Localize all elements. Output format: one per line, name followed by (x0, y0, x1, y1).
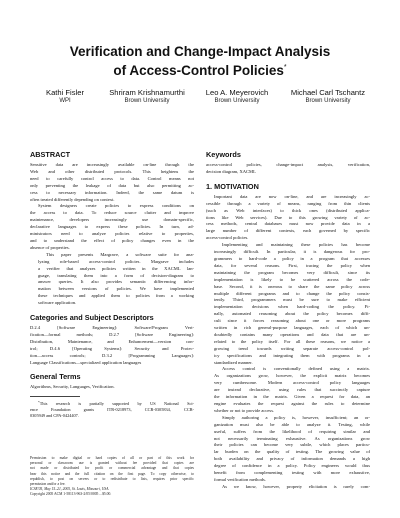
text-line: As organizations grow, however, the explicit matrix becomes (214, 373, 370, 379)
motivation-paragraph-2 (206, 242, 370, 366)
text-line: software application. (38, 300, 77, 306)
text-line: cess to necessary information. Indeed, the same datum is (30, 189, 194, 195)
text-line: permission and/or a fee. (30, 482, 66, 487)
text-line: mation between versions of policies. We have implemented (38, 286, 194, 292)
paper-title-line-2 (30, 60, 370, 79)
text-line: access-control policies, change-impact analysis, verification, (206, 162, 370, 167)
text-line: tently. Third, programmers must be sure to make efficient (214, 297, 370, 303)
text-line: implementation is likely to be scattered across the code- (214, 276, 370, 282)
footnote-rule (30, 396, 80, 397)
text-line: fication—formal methods; D.2.7 [Software Engineering]: (30, 331, 194, 337)
text-line: implementation decisions when hard-coding the policy. Fi- (214, 304, 370, 310)
text-line: trol; D.4.6 [Operating Systems]: Security and Protec- (30, 345, 194, 351)
paper-title-line-1: Verification and Change-Impact Analysis (69, 44, 331, 59)
text-line: maintaining the program becomes very difficult, since its (214, 269, 370, 275)
text-line: personal or classroom use is granted without fee provided that copies are (30, 461, 194, 466)
text-line: very cumbersome. Modern access-control policy languages (214, 380, 370, 386)
author-name: Shriram Krishnamurthi (109, 88, 185, 97)
text-line: (such as Web interfaces) to thick ones (distributed applica- (206, 207, 370, 213)
text-line: This paper presents Margrave, a software suite for ana- (46, 251, 194, 257)
text-line: Access control is conventionally defined using a matrix. (222, 366, 370, 372)
abstract-paragraph-1 (30, 162, 194, 252)
text-line: bear this notice and the full citation on the first page. To copy otherwise, to (30, 471, 194, 476)
keywords-heading: Keywords (206, 150, 241, 159)
author-affiliation: WPI (59, 98, 71, 104)
text-line: doubtedly contains many operations and data that are un- (214, 331, 370, 337)
text-line: Distribution, Maintenance, and Enhancement—version con- (30, 338, 194, 344)
abstract-paragraph-2 (30, 252, 194, 307)
text-line: decision diagram, XACML (206, 168, 256, 174)
text-line: Implementing and maintaining these policies has become (222, 242, 370, 248)
footnote-line-1: This research is partially supported by US National Sci- (39, 401, 194, 407)
author-block (196, 88, 278, 105)
text-line: tion—access controls; D.3.2 [Programming Languages]: (30, 352, 194, 358)
text-line: Sensitive data are increasingly available on-line through the (30, 162, 194, 167)
text-line: maintenance, developers increasingly use domain-specific, (30, 217, 194, 223)
text-line: multiple different programs and to change the policy consis- (214, 290, 370, 296)
text-line: their policies can become very subtle, which places particu- (214, 442, 370, 448)
categories-text (30, 325, 194, 366)
text-line: the information in the matrix. Given a request for data, an (214, 394, 370, 400)
text-line: icy specifications and integrating them with programs in a (214, 352, 370, 358)
text-line: whether or not to provide access. (214, 407, 275, 413)
text-line: written in rich general-purpose languages, each of which un- (214, 325, 370, 331)
text-line: declarative languages to express these policies. In turn, ad- (30, 224, 194, 230)
text-line: standardized manner. (214, 359, 253, 365)
text-line: Permission to make digital or hard copies of all or part of this work for (30, 456, 194, 460)
keywords-text (206, 162, 370, 176)
text-line: Important data are now on-line, and are increasingly ac- (214, 193, 370, 199)
abstract-heading: ABSTRACT (30, 150, 71, 159)
author-affiliation: Brown University (305, 98, 351, 104)
text-line: Simply authoring a policy is, however, insufficient; an or- (222, 414, 370, 420)
text-line: answer queries. It also provides semantic differencing infor- (38, 279, 194, 285)
text-line: formal verification methods. (214, 476, 266, 482)
text-line: cessible through a variety of means, ranging from thin clients (206, 200, 370, 206)
text-line: engine evaluates the request against the rules to determine (214, 401, 370, 406)
author-affiliation: Brown University (124, 98, 170, 104)
motivation-paragraph-5 (206, 484, 370, 491)
text-line: these techniques and applied them to policies from a working (38, 293, 194, 299)
text-line: absence of properties. (30, 244, 70, 250)
general-terms-text (30, 384, 194, 391)
text-line (30, 399, 194, 407)
text-line: grammers to hard-code a policy in a program that accesses (214, 255, 370, 261)
text-line: lyzing role-based access-control policies. Margrave includes (38, 258, 194, 264)
text-line: base. Second, it is onerous to share the same policy across (214, 283, 370, 289)
text-line: guage, translating them into a form of decision-diagram to (38, 272, 194, 278)
author-name: Leo A. Meyerovich (205, 88, 269, 97)
categories-heading: Categories and Subject Descriptors (30, 313, 154, 323)
text-line: republish, to post on servers or to redistribute to lists, requires prior specific (30, 476, 194, 481)
motivation-paragraph-3 (206, 366, 370, 414)
text-line: cult since it forces reasoning about one or more programs (214, 318, 370, 324)
title-footnote-marker: * (283, 64, 287, 71)
text-line: not made or distributed for profit or commercial advantage and that copies (30, 466, 194, 471)
author-affiliation: Brown University (214, 98, 260, 104)
text-line: often treated differently depending on context. (30, 196, 115, 202)
text-line: ganization must also be able to analyze it. Testing, while (214, 421, 370, 427)
right-column (206, 150, 370, 491)
text-line: and to understand the effect of policy changes even in the (30, 237, 194, 243)
text-line: Web and other distributed protocols. This heightens the (30, 168, 194, 174)
author-name: Kathi Fisler (46, 88, 84, 97)
text-line: growing trend towards writing separate access-control pol- (214, 345, 370, 351)
text-line: degree of confidence in a policy. Policy engineers would thus (214, 463, 370, 469)
paper-title-line-2-text: of Access-Control Policies (113, 63, 284, 78)
author-block (103, 88, 191, 105)
text-line: tions like Web services). Due to this growing variety of ac- (206, 214, 370, 220)
text-line: ence Foundation grants ITR-0218973, CCR-0305834, CCR- (30, 407, 194, 413)
text-line: As we know, however, property elicitation is rarely com- (222, 483, 370, 489)
footnote-marker: * (38, 400, 40, 405)
text-line: nally, automated reasoning about the policy becomes diffi- (214, 311, 370, 317)
text-line: D.2.4 [Software Engineering]: Software/Program Veri- (30, 325, 194, 331)
conference-line: ICSE'05, May 15–21, 2005, St. Louis, Missouri, USA. (30, 487, 110, 492)
copyright-line: Copyright 2005 ACM 1-58113-963-2/05/0005 ...$5.00. (30, 492, 112, 497)
text-line: a verifier that analyzes policies written in the XACML lan- (38, 265, 194, 271)
text-line: lar burden on the quality of testing. The growing value of (214, 449, 370, 455)
text-line: access-control policies. (206, 235, 249, 241)
text-line: cess methods, central databases must now provide data in a (206, 221, 370, 227)
text-line: are instead declarative, using rules that succinctly capture (214, 387, 370, 393)
text-line: useful, suffers from the likelihood of requiring similar and (214, 428, 370, 434)
text-line: related to the policy itself. For all these reasons, we notice a (214, 338, 370, 344)
left-column (30, 150, 194, 419)
author-block (30, 88, 100, 105)
permission-notice (30, 456, 194, 498)
text-line: both availability and privacy of information demands a high (214, 456, 370, 462)
text-line: ministrators need to analyze policies relative to properties, (30, 231, 194, 237)
motivation-paragraph-1 (206, 194, 370, 242)
text-line: the access to data. To reduce source clutter and improve (30, 210, 194, 216)
text-line: increasingly difficult. In particular, it is dangerous for pro- (214, 249, 370, 255)
author-name: Michael Carl Tschantz (290, 88, 366, 97)
section-heading-motivation: 1. MOTIVATION (206, 181, 259, 191)
text-line: only preventing the leakage of data but also permitting ac- (30, 182, 194, 188)
text-line: Algorithms, Security, Languages, Verification. (30, 384, 115, 390)
motivation-paragraph-4 (206, 415, 370, 484)
text-line: large number of different contexts, each governed by specific (206, 228, 370, 234)
text-line: not necessarily terminating exhaustive. As organizations grow (214, 435, 370, 441)
text-line: 0305949 and CPA-0424407. (30, 413, 79, 419)
author-block (282, 88, 374, 105)
text-line: Language Classifications—specialized application languages (30, 359, 142, 365)
text-line: System designers create policies to express conditions on (38, 203, 194, 209)
text-line: need to carefully control access to data. Control means not (30, 175, 194, 181)
footnote (30, 399, 194, 419)
general-terms-heading: General Terms (30, 372, 81, 382)
text-line: benefit from complementing testing with more exhaustive, (214, 470, 370, 476)
text-line: data, for several reasons. First, tracing the policy when (214, 262, 370, 268)
